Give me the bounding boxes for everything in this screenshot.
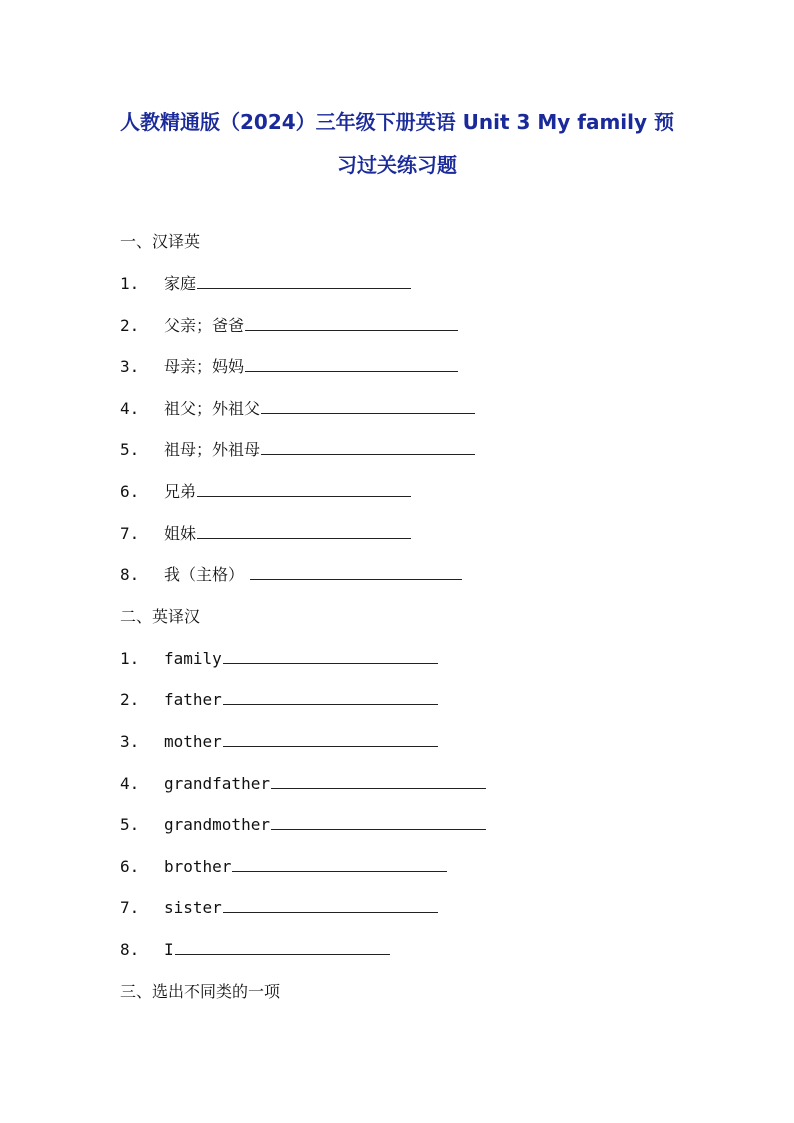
question-prompt: 祖母；外祖母 <box>164 440 261 459</box>
question-prompt: 我（主格） <box>164 565 245 584</box>
question-number: 1. <box>120 649 140 668</box>
question-row <box>120 524 411 544</box>
question-row <box>120 440 475 460</box>
question-number: 2. <box>120 316 140 335</box>
question-row <box>120 857 447 877</box>
question-number: 6. <box>120 857 140 876</box>
question-number: 3. <box>120 357 140 376</box>
question-prompt: 母亲；妈妈 <box>164 357 245 376</box>
answer-blank[interactable] <box>261 440 475 455</box>
question-row <box>120 732 438 752</box>
question-prompt: 兄弟 <box>164 482 197 501</box>
question-number: 4. <box>120 774 140 793</box>
answer-blank[interactable] <box>271 774 486 789</box>
question-number: 5. <box>120 440 140 459</box>
question-number: 7. <box>120 898 140 917</box>
answer-blank[interactable] <box>245 316 458 331</box>
question-row <box>120 565 462 585</box>
question-number: 1. <box>120 274 140 293</box>
answer-blank[interactable] <box>197 482 411 497</box>
question-prompt: father <box>164 690 222 709</box>
question-number: 3. <box>120 732 140 751</box>
question-row <box>120 898 438 918</box>
answer-blank[interactable] <box>261 399 475 414</box>
question-row <box>120 774 486 794</box>
question-prompt: sister <box>164 898 222 917</box>
question-prompt: family <box>164 649 222 668</box>
document-title-line-2: 习过关练习题 <box>337 153 457 177</box>
answer-blank[interactable] <box>175 940 390 955</box>
answer-blank[interactable] <box>197 524 411 539</box>
question-prompt: 家庭 <box>164 274 197 293</box>
question-row <box>120 482 411 502</box>
question-prompt: 姐妹 <box>164 524 197 543</box>
answer-blank[interactable] <box>232 857 447 872</box>
answer-blank[interactable] <box>245 357 458 372</box>
section-heading-chinese-to-english: 一、汉译英 <box>120 232 201 251</box>
answer-blank[interactable] <box>223 898 438 913</box>
question-prompt: 父亲；爸爸 <box>164 316 245 335</box>
answer-blank[interactable] <box>197 274 411 289</box>
question-number: 8. <box>120 940 140 959</box>
question-row <box>120 399 475 419</box>
question-number: 2. <box>120 690 140 709</box>
question-prompt: mother <box>164 732 222 751</box>
answer-blank[interactable] <box>223 649 438 664</box>
answer-blank[interactable] <box>223 690 438 705</box>
question-row <box>120 690 438 710</box>
question-prompt: 祖父；外祖父 <box>164 399 261 418</box>
question-row <box>120 274 411 294</box>
question-row <box>120 940 390 960</box>
question-number: 4. <box>120 399 140 418</box>
question-row <box>120 357 458 377</box>
answer-blank[interactable] <box>271 815 486 830</box>
question-number: 5. <box>120 815 140 834</box>
question-prompt: brother <box>164 857 232 876</box>
question-row <box>120 815 486 835</box>
question-prompt: grandmother <box>164 815 270 834</box>
question-number: 8. <box>120 565 140 584</box>
question-row <box>120 316 458 336</box>
question-row <box>120 649 438 669</box>
document-title-line-1: 人教精通版（2024）三年级下册英语 Unit 3 My family 预 <box>119 110 674 134</box>
question-number: 6. <box>120 482 140 501</box>
question-prompt: grandfather <box>164 774 270 793</box>
answer-blank[interactable] <box>250 565 462 580</box>
answer-blank[interactable] <box>223 732 438 747</box>
question-number: 7. <box>120 524 140 543</box>
question-prompt: I <box>164 940 174 959</box>
section-heading-odd-one-out: 三、选出不同类的一项 <box>120 982 281 1001</box>
section-heading-english-to-chinese: 二、英译汉 <box>120 607 201 626</box>
